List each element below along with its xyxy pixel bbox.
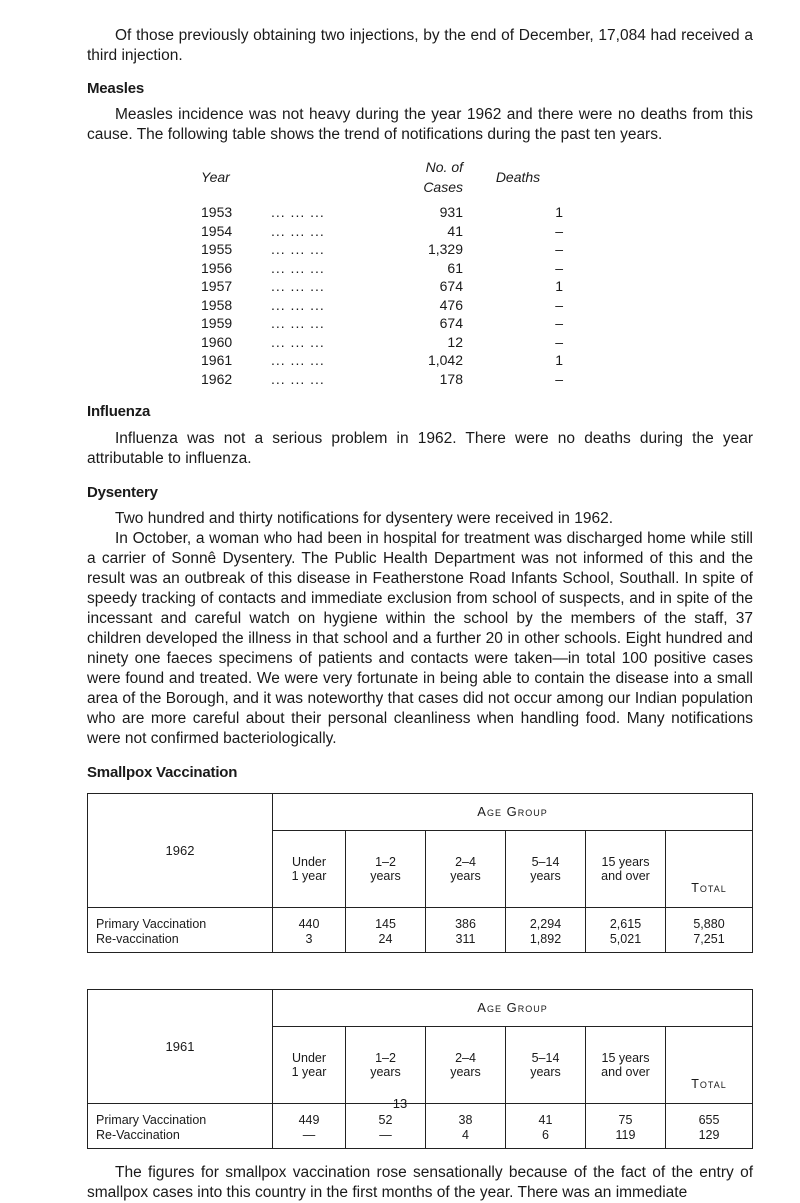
row-label: Re-Vaccination	[96, 1127, 180, 1142]
row-deaths: –	[555, 315, 563, 331]
measles-row	[201, 351, 579, 370]
leader-dots: ... ... ...	[271, 296, 325, 313]
row-label: Re-vaccination	[96, 931, 179, 946]
table-row	[88, 1127, 753, 1149]
table-year-1962: 1962	[88, 794, 273, 908]
row-cases: 1,042	[427, 352, 463, 368]
dysentery-heading: Dysentery	[87, 484, 158, 501]
col-1-2-years: 1–2 years	[346, 831, 426, 908]
dysentery-paragraph-1: Two hundred and thirty notifications for dysentery were received in 1962.	[115, 510, 613, 527]
intro-paragraph: Of those previously obtaining two injections, by the end of December, 17,084 had received a third injection.	[87, 27, 753, 64]
measles-table	[201, 157, 579, 388]
row-cases: 931	[439, 204, 463, 220]
measles-row	[201, 240, 579, 259]
measles-row	[201, 370, 579, 389]
col-5-14-years: 5–14 years	[506, 1027, 586, 1104]
row-deaths: –	[555, 296, 563, 313]
smallpox-heading: Smallpox Vaccination	[87, 764, 238, 781]
row-value: 75	[586, 1104, 666, 1128]
measles-row	[201, 203, 579, 222]
row-deaths: –	[555, 241, 563, 257]
row-deaths: 1	[555, 352, 563, 368]
row-cases: 12	[447, 333, 463, 350]
leader-dots: ... ... ...	[271, 278, 325, 294]
row-value: 4	[426, 1127, 506, 1149]
row-cases: 61	[447, 259, 463, 276]
year-column-header: Year	[201, 169, 230, 185]
measles-table-body	[201, 203, 579, 388]
age-group-header: Age Group	[273, 794, 753, 831]
col-15-years-over: 15 years and over	[586, 831, 666, 908]
measles-table-header	[201, 157, 579, 203]
row-value: 145	[346, 908, 426, 932]
deaths-column-header: Deaths	[495, 169, 541, 185]
row-value: 2,615	[586, 908, 666, 932]
row-value: 119	[586, 1127, 666, 1149]
leader-dots: ... ... ...	[271, 204, 325, 220]
measles-row	[201, 296, 579, 315]
row-year: 1954	[201, 222, 233, 239]
leader-dots: ... ... ...	[271, 259, 325, 276]
dysentery-paragraph-2: In October, a woman who had been in hospital for treatment was discharged home while still a carrier of Sonnê Dysentery. The Public Health Department was not informed of this and the result was an outbreak of this disease in Featherstone Road Infants School, Southall. In spite of speedy tracking of contacts and immediate exclusion from school of suspects, and in spite of the incessant and careful watch on hygiene within the school by the members of the staff, 37 children developed the illness in that school and a further 20 in other schools. Eight hundred and ninety one faeces specimens of patients and contacts were taken—in total 100 positive cases were found and treated. We were very fortunate in being able to contain the disease into a small area of the Borough, and it was noteworthy that cases did not occur among our Indian population who are more careful about their personal cleanliness when handling food. Many notifications were not confirmed bacteriologically.	[87, 530, 753, 747]
row-deaths: 1	[555, 278, 563, 294]
row-year: 1959	[201, 315, 233, 331]
row-cases: 178	[439, 370, 463, 387]
row-cases: 674	[439, 278, 463, 294]
row-value: 52	[346, 1104, 426, 1128]
col-1-2-years: 1–2 years	[346, 1027, 426, 1104]
col-total: Total	[666, 1027, 753, 1104]
measles-row	[201, 314, 579, 333]
row-year: 1956	[201, 259, 233, 276]
row-value: 449	[273, 1104, 346, 1128]
row-value: 2,294	[506, 908, 586, 932]
row-value: 1,892	[506, 931, 586, 953]
col-5-14-years: 5–14 years	[506, 831, 586, 908]
row-value: 24	[346, 931, 426, 953]
row-cases: 674	[439, 315, 463, 331]
row-value: 5,021	[586, 931, 666, 953]
cases-column-header: No. of Cases	[423, 159, 463, 195]
influenza-heading: Influenza	[87, 403, 151, 420]
row-year: 1953	[201, 204, 233, 220]
col-2-4-years: 2–4 years	[426, 1027, 506, 1104]
measles-heading: Measles	[87, 80, 144, 97]
row-deaths: –	[555, 370, 563, 387]
row-deaths: –	[555, 259, 563, 276]
row-cases: 1,329	[427, 241, 463, 257]
row-deaths: 1	[555, 204, 563, 220]
leader-dots: ... ... ...	[271, 315, 325, 331]
age-group-header: Age Group	[273, 990, 753, 1027]
row-year: 1958	[201, 296, 233, 313]
row-value: —	[346, 1127, 426, 1149]
measles-row	[201, 277, 579, 296]
row-value: 386	[426, 908, 506, 932]
leader-dots: ... ... ...	[271, 333, 325, 350]
col-under-1-year: Under 1 year	[273, 1027, 346, 1104]
vaccination-table-1961	[87, 989, 753, 1149]
leader-dots: ... ... ...	[271, 370, 325, 387]
row-value: 7,251	[666, 931, 753, 953]
leader-dots: ... ... ...	[271, 352, 325, 368]
table-row	[88, 908, 753, 932]
measles-row	[201, 333, 579, 352]
row-label: Primary Vaccination	[96, 916, 207, 931]
row-cases: 41	[447, 222, 463, 239]
influenza-paragraph: Influenza was not a serious problem in 1962. There were no deaths during the year attributable to influenza.	[87, 430, 753, 467]
row-label: Primary Vaccination	[96, 1112, 207, 1127]
row-deaths: –	[555, 222, 563, 239]
col-2-4-years: 2–4 years	[426, 831, 506, 908]
row-value: 41	[506, 1104, 586, 1128]
row-value: 129	[666, 1127, 753, 1149]
col-under-1-year: Under 1 year	[273, 831, 346, 908]
row-year: 1955	[201, 241, 233, 257]
row-value: 311	[426, 931, 506, 953]
row-value: 6	[506, 1127, 586, 1149]
leader-dots: ... ... ...	[271, 222, 325, 239]
row-year: 1962	[201, 370, 233, 387]
page-number: 13	[392, 1096, 408, 1111]
row-value: 38	[426, 1104, 506, 1128]
table-year-1961: 1961	[88, 990, 273, 1104]
row-value: 440	[273, 908, 346, 932]
vaccination-table-1962	[87, 793, 753, 953]
col-total: Total	[666, 831, 753, 908]
leader-dots: ... ... ...	[271, 241, 325, 257]
row-cases: 476	[439, 296, 463, 313]
row-deaths: –	[555, 333, 563, 350]
row-value: 3	[273, 931, 346, 953]
document-page	[87, 26, 753, 1203]
row-year: 1957	[201, 278, 233, 294]
vaccination-1962-body	[88, 908, 753, 953]
row-value: 655	[666, 1104, 753, 1128]
col-15-years-over: 15 years and over	[586, 1027, 666, 1104]
closing-paragraph: The figures for smallpox vaccination rose sensationally because of the fact of the entry of smallpox cases into this country in the first months of the year. There was an immediate	[87, 1164, 753, 1201]
row-year: 1961	[201, 352, 233, 368]
measles-paragraph: Measles incidence was not heavy during the year 1962 and there were no deaths from this cause. The following table shows the trend of notifications during the past ten years.	[87, 106, 753, 143]
row-year: 1960	[201, 333, 233, 350]
row-value: 5,880	[666, 908, 753, 932]
row-value: —	[273, 1127, 346, 1149]
measles-row	[201, 259, 579, 278]
measles-row	[201, 222, 579, 241]
table-row	[88, 931, 753, 953]
